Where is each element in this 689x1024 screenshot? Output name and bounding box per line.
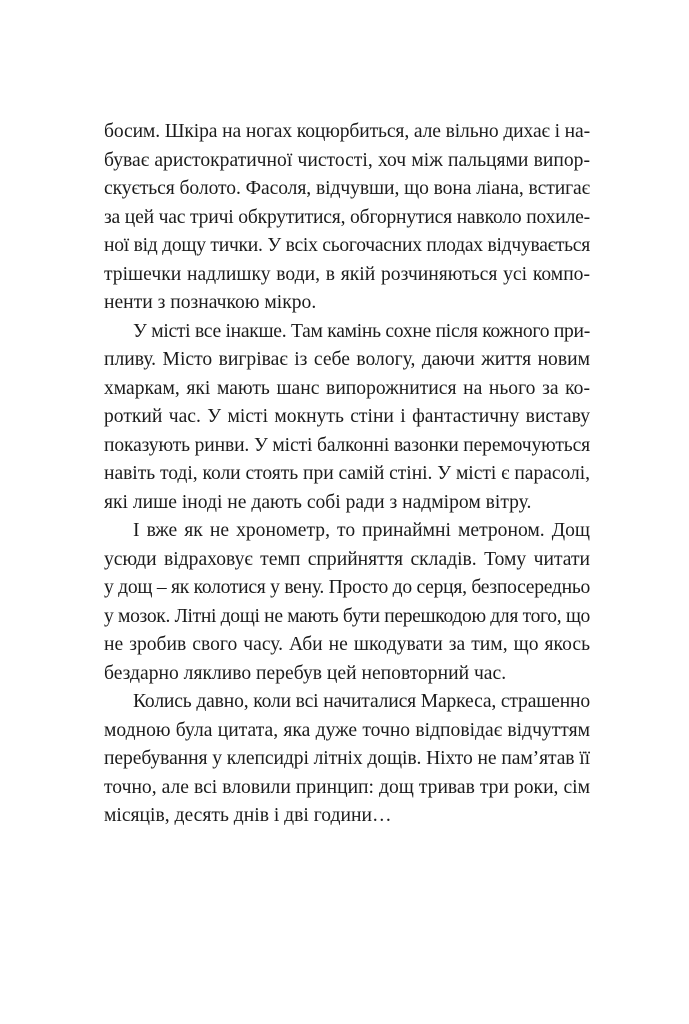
text-line: навіть тоді, коли стоять при самій стіні. У місті є парасолі, — [104, 463, 590, 484]
paragraph-1 — [104, 118, 590, 318]
text-line: трішечки надлишку води, в якій розчиняються усі компо- — [104, 263, 590, 285]
text-line: пливу. Місто вигріває із себе вологу, даючи життя новим — [104, 349, 590, 370]
paragraph-2 — [104, 318, 590, 518]
text-line: роткий час. У місті мокнуть стіни і фантастичну виставу — [104, 406, 590, 427]
text-line: точно, але всі вловили принцип: дощ тривав три роки, сім — [104, 776, 590, 798]
paragraph-4 — [104, 688, 590, 831]
text-line: хмаркам, які мають шанс випорожнитися на нього за ко- — [104, 377, 590, 399]
text-line: не зробив свого часу. Аби не шкодувати за тим, що якось — [104, 634, 590, 655]
text-line: І вже як не хронометр, то принаймні метроном. Дощ — [133, 520, 590, 541]
text-line: У місті все інакше. Там камінь сохне після кожного при- — [133, 320, 590, 342]
text-line: які лише іноді не дають собі ради з надміром вітру. — [104, 491, 532, 513]
book-page-text — [104, 118, 590, 831]
text-line: ненти з позначкою мікро. — [104, 292, 317, 313]
text-line: скується болото. Фасоля, відчувши, що вона ліана, встигає — [104, 178, 590, 199]
text-line: бездарно лякливо перебув цей неповторний час. — [104, 662, 507, 684]
text-line: місяців, десять днів і дві години… — [104, 805, 392, 826]
text-line: у мозок. Літні дощі не мають бути перешкодою для того, що — [104, 605, 591, 627]
text-line: за цей час тричі обкрутитися, обгорнутися навколо похиле- — [104, 206, 591, 228]
text-line: модною була цитата, яка дуже точно відповідає відчуттям — [104, 719, 590, 741]
text-line: перебування у клепсидрі літніх дощів. Ніхто не пам’ятав її — [104, 748, 590, 769]
text-line: Колись давно, коли всі начиталися Маркеса, страшенно — [133, 691, 590, 712]
text-line: усюди відраховує темп сприйняття складів. Тому читати — [104, 548, 590, 570]
text-line: ної від дощу тички. У всіх сьогочасних плодах відчувається — [104, 235, 590, 256]
paragraph-3 — [104, 517, 590, 688]
text-line: показують ринви. У місті балконні вазонки перемочуються — [104, 434, 591, 456]
text-line: буває аристократичної чистості, хоч між пальцями випор- — [104, 149, 590, 171]
text-line: босим. Шкіра на ногах коцюрбиться, але вільно дихає і на- — [104, 121, 591, 142]
text-line: у дощ – як колотися у вену. Просто до серця, безпосередньо — [104, 577, 591, 598]
